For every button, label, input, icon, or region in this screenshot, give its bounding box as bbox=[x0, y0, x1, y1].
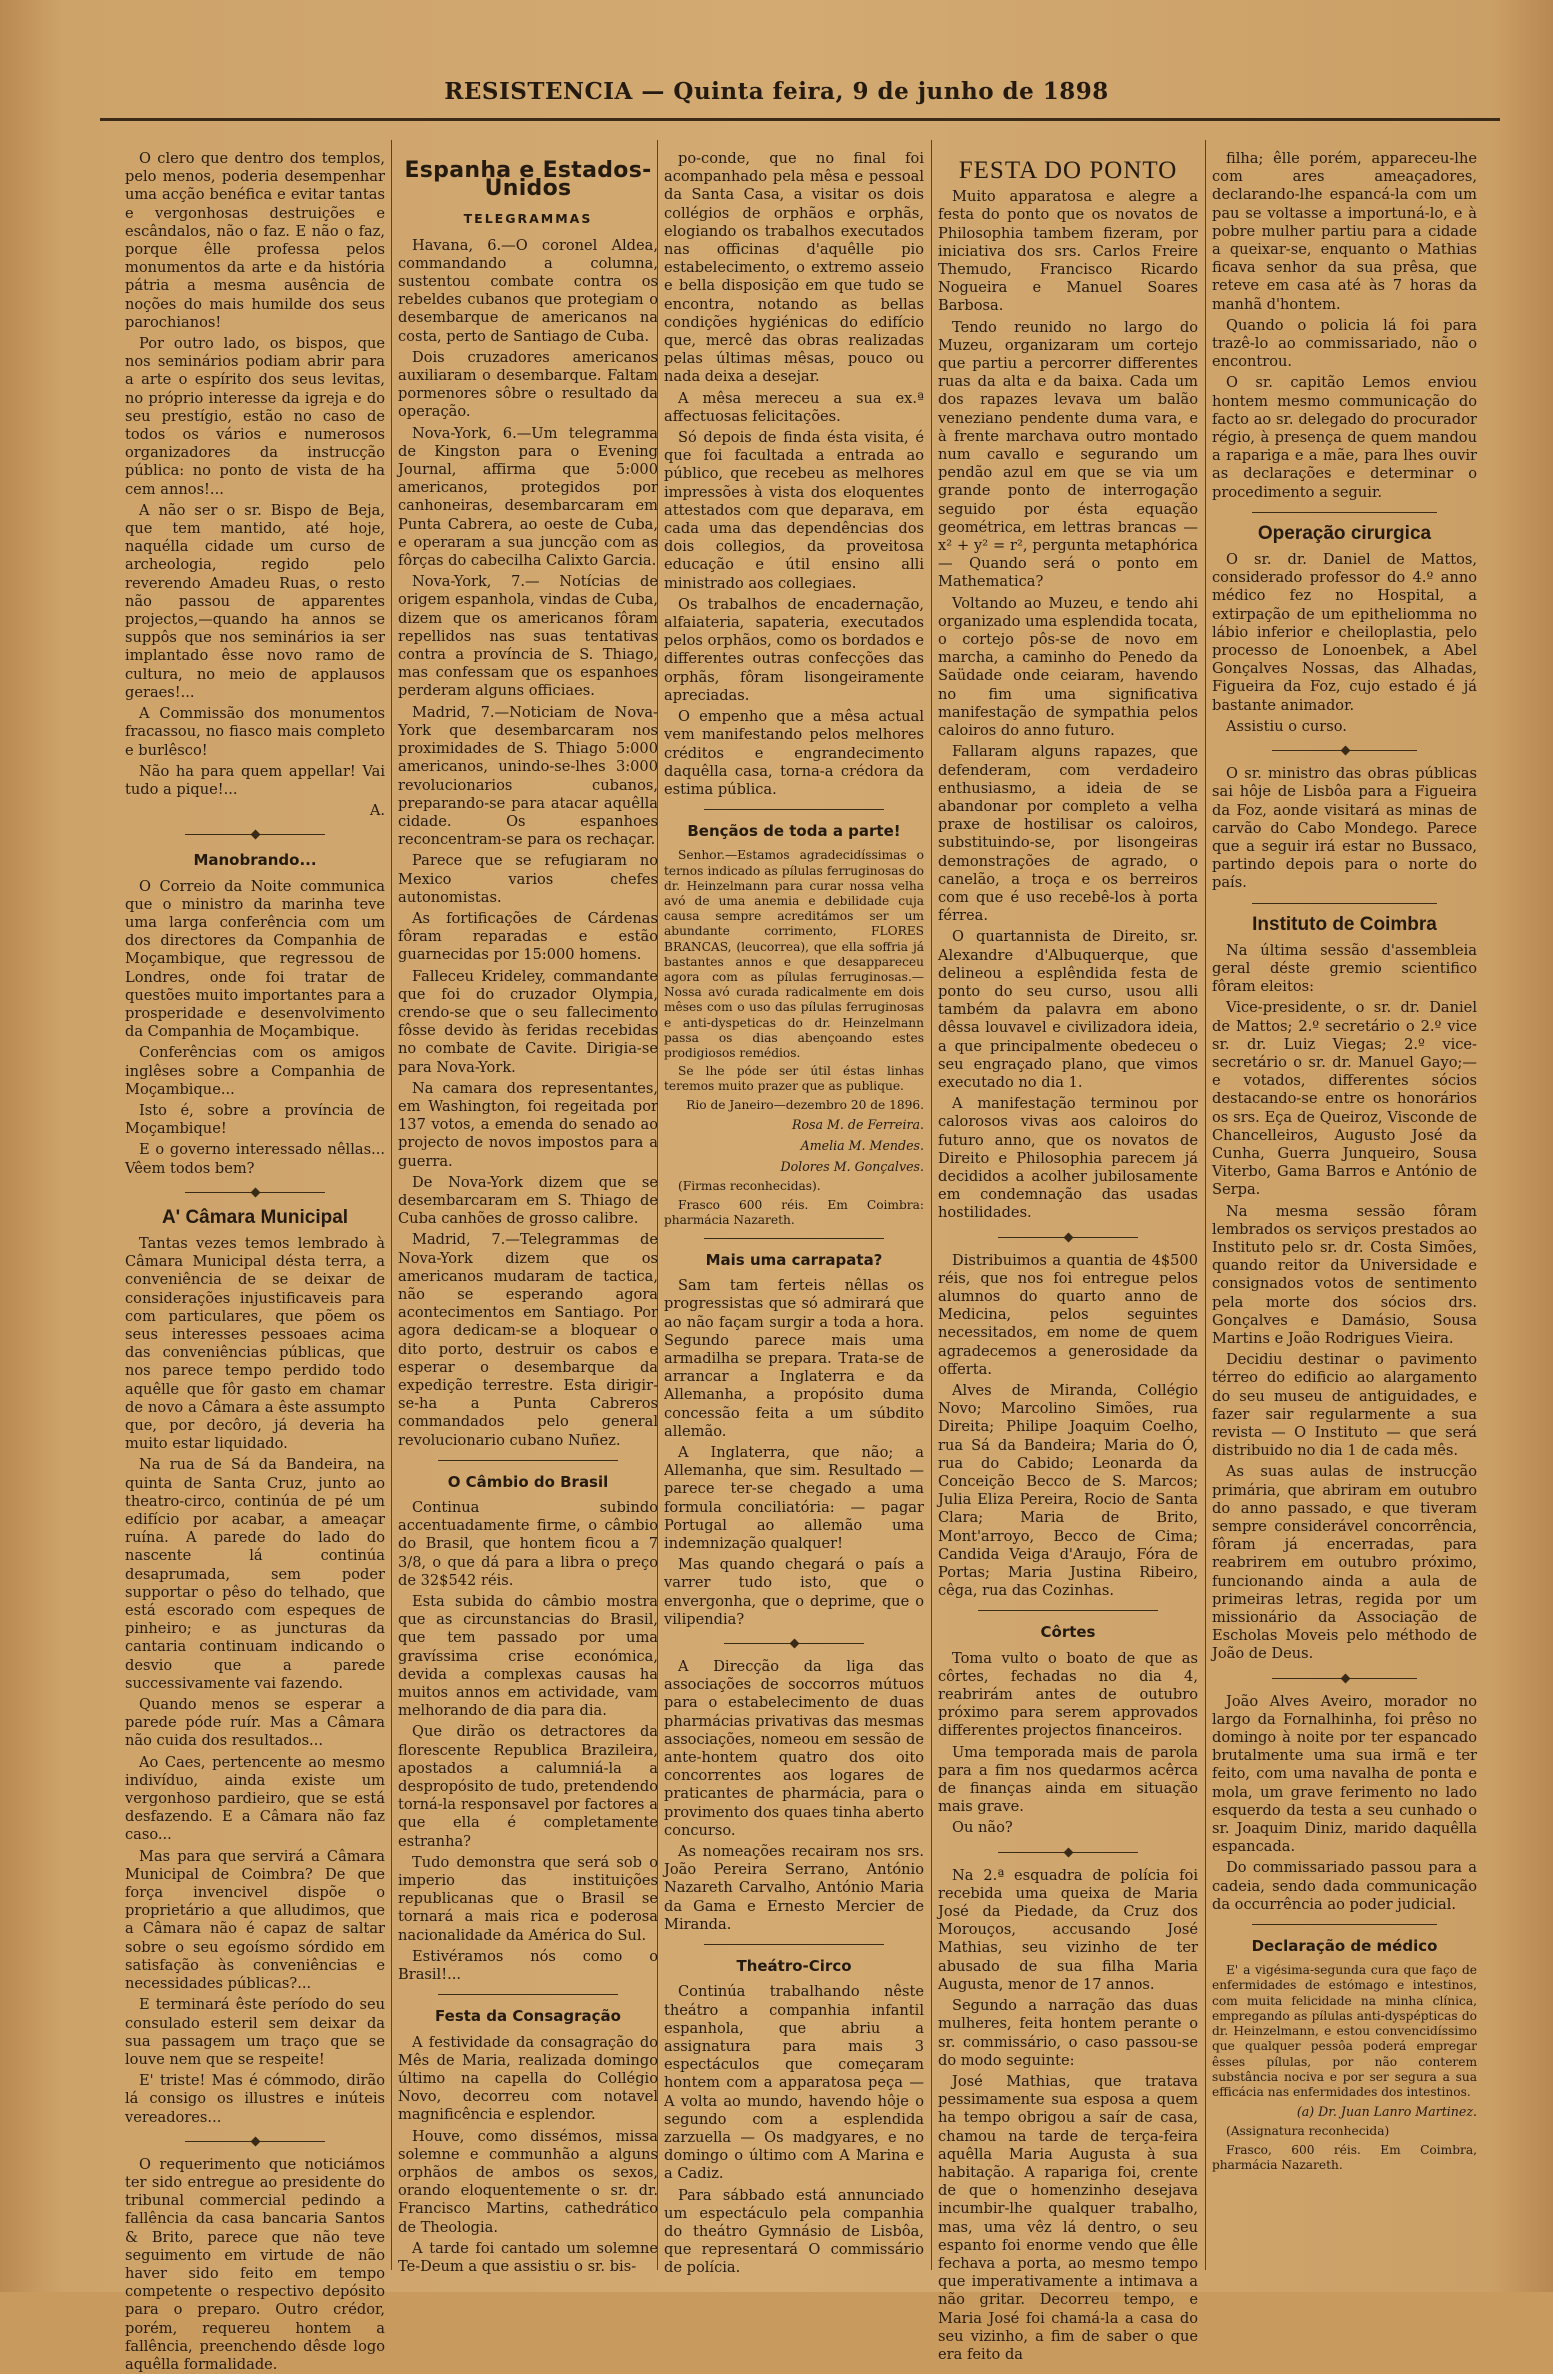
paragraph: O clero que dentro dos templos, pelo menos, poderia desempenhar uma acção benéfica e evitar tantas e vergonhosas destruições e escândalos, não o faz. E não o faz, porque êlle professa pelos monumentos da arte e da história pátria a mesma ausência de noções do mais humilde dos seus parochianos! bbox=[125, 150, 385, 331]
ornament-divider bbox=[1212, 746, 1477, 755]
paragraph: Fallaram alguns rapazes, que defenderam, com verdadeiro enthusiasmo, a ideia de se abandonar por completo a velha praxe de hostilisar os caloiros, substituindo-se, por lisongeiras demonstrações de agrado, o canelão, a troça e os berreiros com que é uso recebê-los à porta férrea. bbox=[938, 743, 1198, 925]
note: Frasco 600 réis. Em Coimbra: pharmácia Nazareth. bbox=[664, 1197, 924, 1227]
ornament-divider bbox=[1212, 1674, 1477, 1683]
note: (Assignatura reconhecida) bbox=[1226, 2124, 1390, 2139]
column-rule bbox=[931, 140, 932, 2270]
paragraph: Só depois de finda ésta visita, é que foi facultada a entrada ao público, que recebeu as melhores impressões à vista dos eloquentes attestados com que deparava, em cada uma das dependências dos dois collegios, da proveitosa educação e útil ensino alli ministrado aos collegiaes. bbox=[664, 429, 924, 592]
divider bbox=[438, 1460, 618, 1461]
signature: Rosa M. de Ferreira. bbox=[791, 1116, 924, 1132]
article-title-carrapata: Mais uma carrapata? bbox=[705, 1250, 883, 1269]
paragraph: As fortificações de Cárdenas fôram reparadas e estão guarnecidas por 15:000 homens. bbox=[398, 909, 658, 964]
paragraph: A mêsa mereceu a sua ex.ª affectuosas felicitações. bbox=[664, 389, 924, 425]
paragraph: Do commissariado passou para a cadeia, sendo dada communicação da occurrência ao poder judicial. bbox=[1212, 1859, 1477, 1913]
paragraph: Continua subindo accentuadamente firme, o câmbio do Brasil, que hontem ficou a 7 3/8, o que dá para a libra o preço de 32$542 réis. bbox=[398, 1499, 658, 1589]
column-3 bbox=[664, 150, 924, 2277]
paragraph: As nomeações recairam nos srs. João Pereira Serrano, António Nazareth Carvalho, António Maria da Gama e Ernesto Mercier de Miranda. bbox=[664, 1843, 924, 1933]
article-title-theatro: Theátro-Circo bbox=[736, 1957, 852, 1976]
paragraph: A Commissão dos monumentos fracassou, no fiasco mais completo e burlêsco! bbox=[125, 705, 385, 759]
paragraph: Na última sessão d'assembleia geral déste gremio scientifico fôram eleitos: bbox=[1212, 941, 1477, 996]
ornament-divider bbox=[125, 1188, 385, 1197]
paragraph: O sr. dr. Daniel de Mattos, considerado professor do 4.º anno médico fez no Hospital, a extirpação de um epitheliomma no lábio inferior e cheiloplastia, pelo processo de Lonoenbek, a Abel Gonçalves Nossas, das Alhadas, Figueira da Foz, cujo estado é já bastante animador. bbox=[1212, 551, 1477, 714]
article-title-operacao: Operação cirurgica bbox=[1257, 522, 1432, 544]
paragraph: Quando menos se esperar a parede póde ruír. Mas a Câmara não cuida dos resultados... bbox=[125, 1696, 385, 1750]
article-subtitle: TELEGRAMMAS bbox=[463, 211, 593, 227]
divider bbox=[1252, 512, 1437, 513]
paragraph: Que dirão os detractores da florescente Republica Brazileira, apostados a calumniá-la a despropósito de tudo, pretendendo torná-la responsavel por factores a que ella é completamente estranha? bbox=[398, 1723, 658, 1850]
paragraph: Estivéramos nós como o Brasil!... bbox=[398, 1947, 658, 1984]
paragraph: Sam tam ferteis nêllas os progressistas que só admirará que ao não façam surgir a toda a hora. Segundo parece mais uma armadilha se prepara. Trata-se de arrancar a Inglaterra e da Allemanha, a propósito duma concessão feita a um súbdito allemão. bbox=[664, 1277, 924, 1440]
paragraph: O sr. capitão Lemos enviou hontem mesmo communicação do facto ao sr. delegado do procurador régio, à presença de quem mandou a rapariga e a mãe, para lhes ouvir as declarações e determinar o procedimento a seguir. bbox=[1212, 374, 1477, 501]
paragraph: Mas para que servirá a Câmara Municipal de Coimbra? De que força invencivel dispõe o proprietário a que alludimos, que a Câmara não é capaz de saltar sobre o seu egoísmo sórdido em satisfação às conveniências e necessidades públicas?... bbox=[125, 1847, 385, 1993]
column-1 bbox=[125, 150, 385, 2373]
paragraph: Os trabalhos de encadernação, alfaiateria, sapateria, executados pelos orphãos, como os bordados e differentes outras confecções das orphãs, fôram lisongeiramente apreciadas. bbox=[664, 595, 924, 704]
article-title-espanha: Espanha e Estados-Unidos bbox=[404, 158, 652, 202]
paragraph: Segundo a narração das duas mulheres, feita hontem perante o sr. commissário, o caso passou-se do modo seguinte: bbox=[938, 1997, 1198, 2069]
note: (Firmas reconhecidas). bbox=[678, 1179, 821, 1194]
paragraph: Por outro lado, os bispos, que nos seminários podiam abrir para a arte o espírito dos seus levitas, no próprio interesse da igreja e do seu prestígio, estão no caso de todos os vários e numerosos organizadores da instrucção pública: no ponto de vista de ha cem annos!... bbox=[125, 335, 385, 498]
note: Frasco, 600 réis. Em Coimbra, pharmácia Nazareth. bbox=[1212, 2142, 1477, 2172]
paragraph: O Correio da Noite communica que o ministro da marinha teve uma larga conferência com um dos directores da Companhia de Moçambique, que regressou de Londres, onde foi tratar de questões muito importantes para a prosperidade e desenvolvimento da Companhia de Moçambique. bbox=[125, 877, 385, 1041]
masthead: RESISTENCIA — Quinta feira, 9 de junho de 1898 bbox=[444, 78, 1109, 105]
paragraph: Decidiu destinar o pavimento térreo do edificio ao alargamento do seu museu de antiguidades, e fazer sair regularmente a sua revista — O Instituto — que será distribuido no dia 1 de cada mês. bbox=[1212, 1351, 1477, 1460]
divider bbox=[704, 1944, 884, 1945]
paragraph: Mas quando chegará o país a varrer tudo isto, que o envergonha, que o deprime, que o vilipendia? bbox=[664, 1556, 924, 1628]
paragraph: A não ser o sr. Bispo de Beja, que tem mantido, até hoje, naquélla cidade um curso de archeologia, regido pelo reverendo Amadeu Ruas, o resto não passou de apparentes projectos,—quando ha annos se suppôs que nos seminários ia ser implantado êsse novo ramo de cultura, no meio de applausos geraes!... bbox=[125, 501, 385, 701]
paragraph: A festividade da consagração do Mês de Maria, realizada domingo último na capella do Collégio Novo, decorreu com notavel magnificência e esplendor. bbox=[398, 2033, 658, 2124]
signature: A. bbox=[369, 802, 385, 820]
paragraph: Quando o policia lá foi para trazê-lo ao commissariado, não o encontrou. bbox=[1212, 316, 1477, 371]
signature: (a) Dr. Juan Lanro Martinez. bbox=[1296, 2104, 1477, 2120]
article-title-bencaos: Bençãos de toda a parte! bbox=[687, 822, 901, 841]
paragraph: O quartannista de Direito, sr. Alexandre d'Albuquerque, que delineou a esplêndida festa de ponto do seu curso, usou alli também da palavra em abono dêssa louvavel e civilizadora ideia, a que principalmente obedeceu o seu engraçado plano, que vimos executado no dia 1. bbox=[938, 928, 1198, 1091]
paragraph: Madrid, 7.—Telegrammas de Nova-York dizem que os americanos mudaram de tactica, não se esperando agora acontecimentos em Santiago. Por agora dedicam-se a bloquear o dito porto, destruir os cabos e esperar o desembarque da expedição terrestre. Esta dirigir-se-ha a Punta Cabreros commandados pelo general revolucionario cubano Nuñez. bbox=[398, 1231, 658, 1449]
paragraph: E' triste! Mas é cómmodo, dirão lá consigo os illustres e inúteis vereadores... bbox=[125, 2072, 385, 2126]
article-title-declaracao: Declaração de médico bbox=[1251, 1937, 1438, 1956]
paragraph: Uma temporada mais de parola para a fim nos quedarmos acêrca de finanças ainda em situação mais grave. bbox=[938, 1743, 1198, 1816]
paragraph: Parece que se refugiaram no Mexico varios chefes autonomistas. bbox=[398, 852, 658, 906]
paragraph: Na 2.ª esquadra de polícia foi recebida uma queixa de Maria José da Piedade, da Cruz dos Morouços, accusando José Mathias, seu vizinho de ter abusado de sua filha Maria Augusta, menor de 17 annos. bbox=[938, 1866, 1198, 1993]
paragraph: Tantas vezes temos lembrado à Câmara Municipal désta terra, a conveniência de se deixar de considerações injustificaveis para com particulares, que põem os seus interesses pessoaes acima das conveniências públicas, que nos parece tempo perdido todo aquêlle que fôr gasto em chamar de novo a Câmara a êste assumpto que, por decôro, já deveria ha muito estar liquidado. bbox=[125, 1234, 385, 1453]
column-rule bbox=[1205, 140, 1206, 2270]
paragraph: Tudo demonstra que será sob o imperio das instituições republicanas que o Brasil se tornará a mais rica e poderosa nacionalidade da América do Sul. bbox=[398, 1853, 658, 1944]
paragraph: Continúa trabalhando nêste theátro a companhia infantil espanhola, que abriu a assignatura para mais 3 espectáculos que começaram hontem com a apparatosa peça — A volta ao mundo, havendo hôje o segundo com a esplendida zarzuella — Os madgyares, e no domingo o último com A Marina e a Cadiz. bbox=[664, 1983, 924, 2183]
column-2 bbox=[398, 150, 658, 2275]
ornament-divider bbox=[664, 1639, 924, 1648]
paragraph: O requerimento que noticiámos ter sido entregue ao presidente do tribunal commercial pedindo a fallência da casa bancaria Santos & Brito, parece que não teve seguimento em virtude de não haver sido feito em tempo competente o respectivo depósito para o preparo. Outro crédor, porém, requereu hontem a fallência, preenchendo dêsde logo aquêlla formalidade. bbox=[125, 2155, 385, 2373]
paragraph: Na mesma sessão fôram lembrados os serviços prestados ao Instituto pelo sr. dr. Costa Simões, quando reitor da Universidade e consignados votos de sentimento pela morte dos sócios drs. Gonçalves e Damásio, Sousa Martins e João Rodrigues Vieira. bbox=[1212, 1202, 1477, 1347]
paragraph: Muito apparatosa e alegre a festa do ponto que os novatos de Philosophia tambem fizeram, por iniciativa dos srs. Carlos Freire Themudo, Francisco Ricardo Nogueira e Manuel Soares Barbosa. bbox=[938, 188, 1198, 315]
paragraph: E terminará êste período do seu consulado esteril sem deixar da sua passagem um traço que se louve nem que se respeite! bbox=[125, 1996, 385, 2068]
ornament-divider bbox=[125, 2137, 385, 2146]
divider bbox=[438, 1994, 618, 1995]
signature: Amelia M. Mendes. bbox=[800, 1137, 924, 1153]
divider bbox=[1252, 1924, 1437, 1925]
paragraph: Vice-presidente, o sr. dr. Daniel de Mattos; 2.º secretário o 2.º vice sr. dr. Luiz Viegas; 2.º vice-secretário o sr. dr. Manuel Gayo;—e votados, differentes sócios destacando-se entre os honorários os srs. Eça de Queiroz, Visconde de Chancelleiros, Augusto José da Cunha, Guerra Junqueiro, Sousa Viterbo, Gama Barros e António de Serpa. bbox=[1212, 999, 1477, 1199]
paragraph: Dois cruzadores americanos auxiliaram o desembarque. Faltam pormenores sôbre o resultado da operação. bbox=[398, 348, 658, 421]
paragraph: Voltando ao Muzeu, e tendo ahi organizado uma esplendida tocata, o cortejo pôs-se de novo em marcha, a caminho do Penedo da Saüdade onde ceiaram, havendo no fim uma significativa manifestação de sympathia pelos caloiros do anno futuro. bbox=[938, 594, 1198, 740]
article-title-cambio: O Câmbio do Brasil bbox=[447, 1472, 609, 1491]
divider bbox=[704, 1238, 884, 1239]
article-title-cortes: Côrtes bbox=[1040, 1623, 1096, 1642]
signature: Dolores M. Gonçalves. bbox=[780, 1159, 924, 1175]
ornament-divider bbox=[125, 830, 385, 839]
paragraph: João Alves Aveiro, morador no largo da Fornalhinha, foi prêso no domingo à noite por ter espancado brutalmente uma sua irmã e ter feito, com uma navalha de ponta e mola, um grave ferimento no lado esquerdo da testa a seu cunhado o sr. Joaquim Diniz, marido daquêlla espancada. bbox=[1212, 1692, 1477, 1856]
paragraph: Havana, 6.—O coronel Aldea, commandando a columna, sustentou combate contra os rebeldes cubanos que protegiam o desembarque de americanos na costa, perto de Santiago de Cuba. bbox=[398, 236, 658, 345]
paragraph: Esta subida do câmbio mostra que as circunstancias do Brasil, que tem passado por uma gravíssima crise económica, devida a complexas causas ha muitos annos em actividade, vam melhorando de dia para dia. bbox=[398, 1593, 658, 1720]
paragraph: Distribuimos a quantia de 4$500 réis, que nos foi entregue pelos alumnos do quarto anno de Medicina, pelos seguintes necessitados, em nome de quem agradecemos a generosidade da offerta. bbox=[938, 1251, 1198, 1378]
paragraph: Ou não? bbox=[952, 1819, 1013, 1837]
paragraph: A manifestação terminou por calorosos vivas aos caloiros do futuro anno, que os novatos de Direito e Philosophia parecem já decididos a acolher jubilosamente em condemnação das usadas hostilidades. bbox=[938, 1095, 1198, 1222]
article-title-instituto: Instituto de Coimbra bbox=[1252, 913, 1437, 935]
paragraph: E' a vigésima-segunda cura que faço de enfermidades de estómago e intestinos, com muita felicidade na minha clínica, empregando as pílulas anti-dyspépticas do dr. Heinzelmann, e estou convencidíssimo que qualquer pessôa poderá empregar êsses pílulas, por não conterem substância nociva e por ser segura a sua efficácia nas enfermidades dos intestinos. bbox=[1212, 1963, 1477, 2099]
column-4 bbox=[938, 150, 1198, 2363]
paragraph: As suas aulas de instrucção primária, que abriram em outubro do anno passado, e que tiveram sempre considerável concorrência, fôram já encerradas, para reabrirem em outubro próximo, funcionando ainda a aula de primeiras letras, regida por um missionário da Associação de Escholas Moveis pelo méthodo de João de Deus. bbox=[1212, 1463, 1477, 1663]
paragraph: Ao Caes, pertencente ao mesmo indivíduo, ainda existe um vergonhoso pardieiro, que se está desfazendo. E a Câmara não faz caso... bbox=[125, 1753, 385, 1844]
paragraph: Assistiu o curso. bbox=[1226, 717, 1347, 735]
article-title-festa-ponto: FESTA DO PONTO bbox=[958, 157, 1178, 184]
paragraph: O sr. ministro das obras públicas sai hôje de Lisbôa para a Figueira da Foz, aonde visitará as minas de carvão do Cabo Mondego. Parece que a seguir irá estar no Bussaco, partindo depois para o norte do país. bbox=[1212, 765, 1477, 892]
paragraph: Na rua de Sá da Bandeira, na quinta de Santa Cruz, junto ao theatro-circo, continúa de pé um edifício por acabar, a ameaçar ruína. A parede do lado do nascente lá continúa desaprumada, sem poder supportar o pêso do telhado, que está escorado com espeques de pinheiro; e as juncturas da cantaria continuam indicando o desvio que a parede successivamente vai fazendo. bbox=[125, 1456, 385, 1692]
paragraph: Para sábbado está annunciado um espectáculo pela companhia do theátro Gymnásio de Lisbôa, que representará O commissário de polícia. bbox=[664, 2186, 924, 2277]
paragraph: filha; êlle porém, appareceu-lhe com ares ameaçadores, declarando-lhe espancá-la com um pau se voltasse a importuná-lo, e à pobre mulher partiu para a cidade a queixar-se, enquanto o Mathias ficava senhor da sua prêsa, que reteve em casa até às 7 horas da manhã d'hontem. bbox=[1212, 150, 1477, 313]
header-rule bbox=[100, 118, 1500, 121]
dateline: Rio de Janeiro—dezembro 20 de 1896. bbox=[686, 1097, 924, 1112]
paragraph: Tendo reunido no largo do Muzeu, organizaram um cortejo que partiu a percorrer differentes ruas da alta e da baixa. Cada um dos rapazes levava um balão veneziano pendente duma vara, e à frente marchava outro montado num cavallo e segurando um pendão azul em que se via um grande ponto de interrogação seguido por ésta equação geométrica, em lettras brancas — x² + y² = r², pergunta metaphórica — Quando será o ponto em Mathematica? bbox=[938, 318, 1198, 591]
divider bbox=[978, 1610, 1158, 1611]
article-title-camara: A' Câmara Municipal bbox=[161, 1206, 349, 1228]
paragraph: De Nova-York dizem que se desembarcaram em S. Thiago de Cuba canhões de grosso calibre. bbox=[398, 1173, 658, 1228]
paragraph: Alves de Miranda, Collégio Novo; Marcolino Simões, rua Direita; Philipe Joaquim Coelho, rua Sá da Bandeira; Maria do Ó, rua do Cabido; Leonarda da Conceição Becco de S. Marcos; Julia Eliza Pereira, Rocio de Santa Clara; Maria de Brito, Mont'arroyo, Becco de Cima; Candida Veiga d'Araujo, Fóra de Portas; Maria Justina Ribeiro, cêga, rua das Cozinhas. bbox=[938, 1382, 1198, 1600]
article-title-manobrando: Manobrando... bbox=[193, 851, 317, 870]
paragraph: Não ha para quem appellar! Vai tudo a pique!... bbox=[125, 762, 385, 798]
column-5 bbox=[1212, 150, 1477, 2270]
paragraph: Toma vulto o boato de que as côrtes, fechadas no dia 4, reabrirám antes de outubro próximo para serem approvados differentes projectos financeiros. bbox=[938, 1649, 1198, 1740]
column-rule bbox=[391, 140, 392, 2270]
ornament-divider bbox=[938, 1233, 1198, 1242]
paragraph: Na camara dos representantes, em Washington, foi regeitada por 137 votos, a emenda do senado ao projecto de novos impostos para a guerra. bbox=[398, 1079, 658, 1170]
ornament-divider bbox=[938, 1848, 1198, 1857]
paragraph: A Direcção da liga das associações de soccorros mútuos para o estabelecimento de duas pharmácias privativas das mesmas associações, nomeou em sessão de ante-hontem quatro dos oito concorrentes aos logares de praticantes de pharmácia, para o provimento dos quaes tinha aberto concurso. bbox=[664, 1658, 924, 1839]
paragraph: Houve, como dissémos, missa solemne e communhão a alguns orphãos de ambos os sexos, orando eloquentemente o sr. dr. Francisco Martins, cathedrático de Theologia. bbox=[398, 2127, 658, 2236]
paragraph: Madrid, 7.—Noticiam de Nova-York que desembarcaram nos proximidades de S. Thiago 5:000 americanos, unindo-se-lhes 3:000 revolucionarios cubanos, preparando-se para atacar aquêlla cidade. Os espanhoes reconcentram-se para os rechaçar. bbox=[398, 703, 658, 849]
paragraph: A Inglaterra, que não; a Allemanha, que sim. Resultado — parece ter-se chegado a uma formula conciliatória: — pagar Portugal ao allemão uma indemnização qualquer! bbox=[664, 1444, 924, 1553]
paragraph: Se lhe póde ser útil éstas linhas teremos muito prazer que as publique. bbox=[664, 1064, 924, 1094]
paragraph: po-conde, que no final foi acompanhado pela mêsa e pessoal da Santa Casa, a visitar os dois collégios de orphãos e orphãs, elogiando os trabalhos executados nas officinas d'aquêlle pio estabelecimento, o extremo asseio e bella disposição em que tudo se encontra, notando as bellas condições hygiénicas do edifício que, mercê das obras realizadas pelas últimas mêsas, pouco ou nada deixa a desejar. bbox=[664, 150, 924, 386]
paragraph: Conferências com os amigos inglêses sobre a Companhia de Moçambique... bbox=[125, 1044, 385, 1098]
paragraph: O empenho que a mêsa actual vem manifestando pelos melhores créditos e engrandecimento daquêlla casa, torna-a crédora da estima pública. bbox=[664, 708, 924, 798]
paragraph: Falleceu Krideley, commandante que foi do cruzador Olympia, crendo-se que o seu fallecimento fôsse devido às feridas recebidas no combate de Cavite. Dirigia-se para Nova-York. bbox=[398, 967, 658, 1076]
divider bbox=[704, 809, 884, 810]
paragraph: Nova-York, 6.—Um telegramma de Kingston para o Evening Journal, affirma que 5:000 americanos, protegidos por canhoneiras, desembarcaram em Punta Cabrera, ao oeste de Cuba, e operaram a sua juncção com as fôrças do cabecilha Calixto Garcia. bbox=[398, 424, 658, 570]
divider bbox=[1252, 903, 1437, 904]
paragraph: E o governo interessado nêllas... Vêem todos bem? bbox=[125, 1141, 385, 1177]
article-title-consagracao: Festa da Consagração bbox=[435, 2007, 621, 2026]
paragraph: José Mathias, que tratava pessimamente sua esposa a quem ha tempo obrigou a saír de casa, chamou na tarde de terça-feira aquêlla Maria Augusta à sua habitação. A rapariga foi, crente de que o homenzinho desejava incumbir-lhe qualquer trabalho, mas, uma vêz lá dentro, o seu espanto foi enorme vendo que êlle fechava a porta, ao mesmo tempo que imperativamente a intimava a não gritar. Decorreu tempo, e Maria José foi chamá-la a casa do seu vizinho, a fim de saber o que era feito da bbox=[938, 2072, 1198, 2363]
paragraph: A tarde foi cantado um solemne Te-Deum a que assistiu o sr. bis- bbox=[398, 2239, 658, 2275]
paragraph: Isto é, sobre a província de Moçambique! bbox=[125, 1101, 385, 1138]
paragraph: Nova-York, 7.— Notícias de origem espanhola, vindas de Cuba, dizem que os americanos fôram repellidos nas suas tentativas contra a província de S. Thiago, mas confessam que os espanhoes perderam alguns officiaes. bbox=[398, 573, 658, 700]
paragraph: Senhor.—Estamos agradecidíssimas o ternos indicado as pílulas ferruginosas do dr. Heinzelmann para curar nossa velha avó de uma anemia e debilidade cuja causa sempre acreditámos ser um abundante corrimento, FLORES BRANCAS, (leucorrea), que ella soffria já bastantes annos e que desappareceu agora com as pílulas ferruginosas.—Nossa avó curada radicalmente em dois mêses com o uso das pílulas ferruginosas e anti-dyspeticas do dr. Heinzelmann passa os dias abençoando estes prodigiosos remédios. bbox=[664, 848, 924, 1060]
